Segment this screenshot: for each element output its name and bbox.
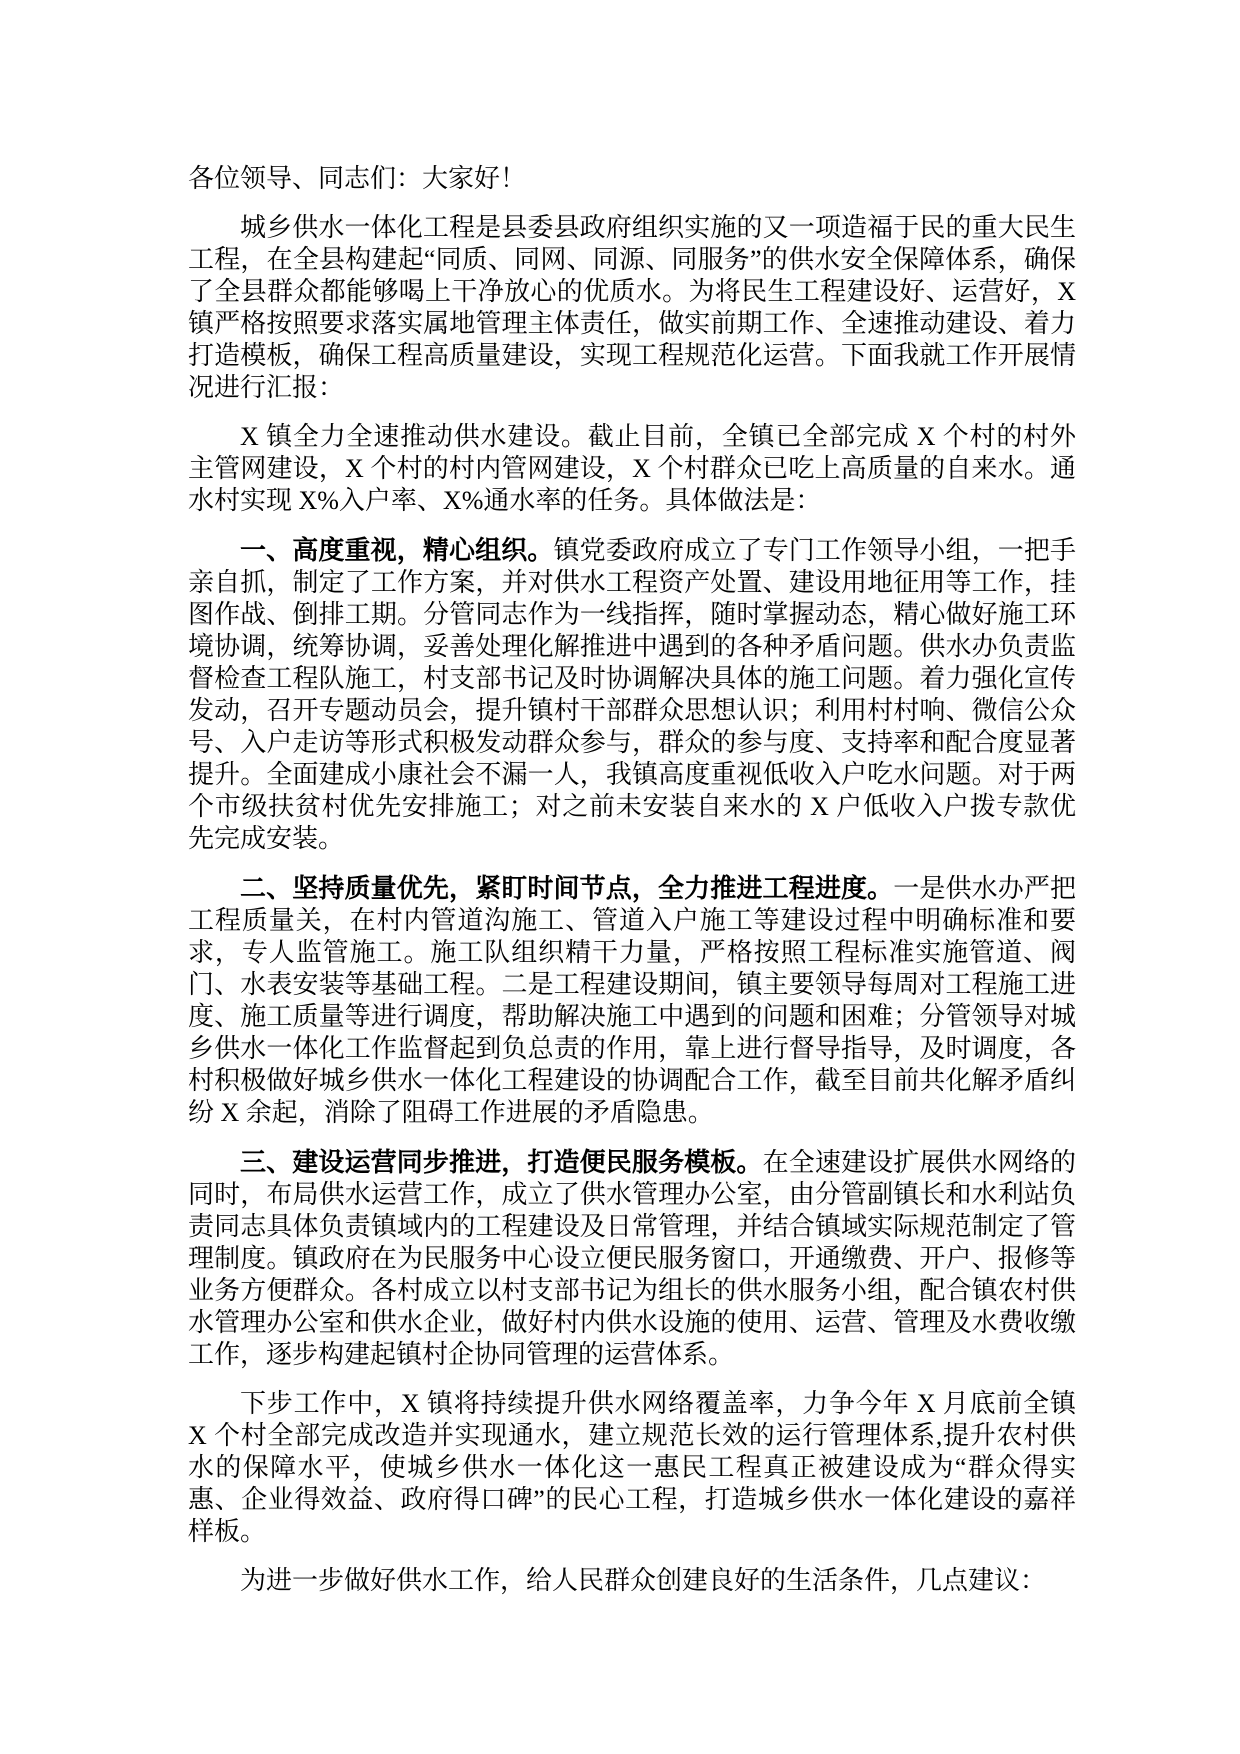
next-steps-paragraph: 下步工作中，X 镇将持续提升供水网络覆盖率，力争今年 X 月底前全镇 X 个村全部完成改造并实现通水，建立规范长效的运行管理体系,提升农村供水的保障水平，使城乡供水一体化这一惠民工程真正被建设成为“群众得实惠、企业得效益、政府得口碑”的民心工程，打造城乡供水一体化建设的嘉祥样板。 [188, 1389, 1076, 1546]
section-2-paragraph [188, 872, 1076, 1129]
document-body [188, 163, 1076, 1614]
closing-paragraph: 为进一步做好供水工作，给人民群众创建良好的生活条件，几点建议： [240, 1566, 1047, 1595]
section-2-heading: 二、坚持质量优先，紧盯时间节点，全力推进工程进度。 [240, 873, 894, 903]
intro-paragraph: 城乡供水一体化工程是县委县政府组织实施的又一项造福于民的重大民生工程，在全县构建起“同质、同网、同源、同服务”的供水安全保障体系，确保了全县群众都能够喝上干净放心的优质水。为将民生工程建设好、运营好，X 镇严格按照要求落实属地管理主体责任，做实前期工作、全速推动建设、着力打造模板，确保工程高质量建设，实现工程规范化运营。下面我就工作开展情况进行汇报： [188, 213, 1076, 402]
greeting-line: 各位领导、同志们：大家好！ [188, 164, 527, 193]
section-3-heading: 三、建设运营同步推进，打造便民服务模板。 [240, 1147, 763, 1177]
section-1-paragraph [188, 534, 1076, 855]
section-2-body: 一是供水办严把工程质量关，在村内管道沟施工、管道入户施工等建设过程中明确标准和要求，专人监管施工。施工队组织精干力量，严格按照工程标准实施管道、阀门、水表安装等基础工程。二是工程建设期间，镇主要领导每周对工程施工进度、施工质量等进行调度，帮助解决施工中遇到的问题和困难；分管领导对城乡供水一体化工作监督起到负总责的作用，靠上进行督导指导，及时调度，各村积极做好城乡供水一体化工程建设的协调配合工作，截至目前共化解矛盾纠纷 X 余起，消除了阻碍工作进展的矛盾隐患。 [188, 874, 1076, 1127]
progress-paragraph: X 镇全力全速推动供水建设。截止目前，全镇已全部完成 X 个村的村外主管网建设，X 个村的村内管网建设，X 个村群众已吃上高质量的自来水。通水村实现 X%入户率、X%通水率的任务。具体做法是： [188, 422, 1076, 515]
section-3-body: 在全速建设扩展供水网络的同时，布局供水运营工作，成立了供水管理办公室，由分管副镇长和水利站负责同志具体负责镇域内的工程建设及日常管理，并结合镇域实际规范制定了管理制度。镇政府在为民服务中心设立便民服务窗口，开通缴费、开户、报修等业务方便群众。各村成立以村支部书记为组长的供水服务小组，配合镇农村供水管理办公室和供水企业，做好村内供水设施的使用、运营、管理及水费收缴工作，逐步构建起镇村企协同管理的运营体系。 [188, 1148, 1076, 1369]
section-3-paragraph [188, 1146, 1076, 1371]
section-1-body: 镇党委政府成立了专门工作领导小组，一把手亲自抓，制定了工作方案，并对供水工程资产处置、建设用地征用等工作，挂图作战、倒排工期。分管同志作为一线指挥，随时掌握动态，精心做好施工环境协调，统筹协调，妥善处理化解推进中遇到的各种矛盾问题。供水办负责监督检查工程队施工，村支部书记及时协调解决具体的施工问题。着力强化宣传发动，召开专题动员会，提升镇村干部群众思想认识；利用村村响、微信公众号、入户走访等形式积极发动群众参与，群众的参与度、支持率和配合度显著提升。全面建成小康社会不漏一人，我镇高度重视低收入户吃水问题。对于两个市级扶贫村优先安排施工；对之前未安装自来水的 X 户低收入户拨专款优先完成安装。 [188, 536, 1076, 853]
section-1-heading: 一、高度重视，精心组织。 [240, 535, 554, 565]
